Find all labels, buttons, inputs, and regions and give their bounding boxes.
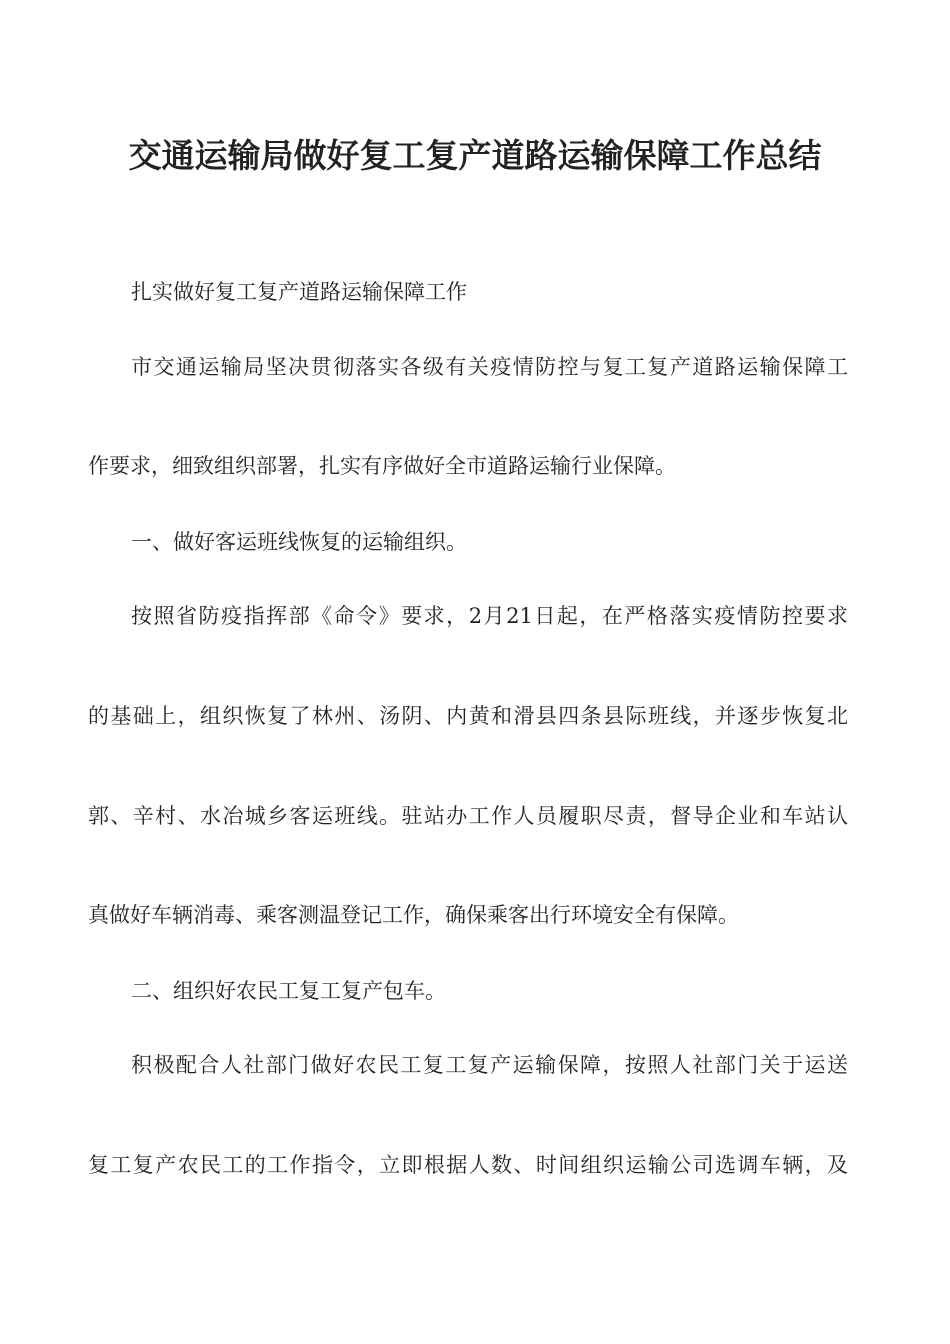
paragraph-line: 按照省防疫指挥部《命令》要求，2月21日起，在严格落实疫情防控要求 <box>131 604 848 628</box>
paragraph-line: 作要求，细致组织部署，扎实有序做好全市道路运输行业保障。 <box>88 454 676 478</box>
paragraph-line: 复工复产农民工的工作指令，立即根据人数、时间组织运输公司选调车辆，及 <box>88 1153 848 1177</box>
section-heading-line: 一、做好客运班线恢复的运输组织。 <box>131 530 467 554</box>
paragraph-line: 市交通运输局坚决贯彻落实各级有关疫情防控与复工复产道路运输保障工 <box>131 355 848 379</box>
paragraph-heading-line: 扎实做好复工复产道路运输保障工作 <box>131 280 467 304</box>
paragraph-line: 的基础上，组织恢复了林州、汤阴、内黄和滑县四条县际班线，并逐步恢复北 <box>88 704 848 728</box>
document-title: 交通运输局做好复工复产道路运输保障工作总结 <box>128 136 822 175</box>
section-heading-line: 二、组织好农民工复工复产包车。 <box>131 979 446 1003</box>
paragraph-line: 积极配合人社部门做好农民工复工复产运输保障，按照人社部门关于运送 <box>131 1053 848 1077</box>
paragraph-line: 真做好车辆消毒、乘客测温登记工作，确保乘客出行环境安全有保障。 <box>88 903 739 927</box>
paragraph-line: 郭、辛村、水冶城乡客运班线。驻站办工作人员履职尽责，督导企业和车站认 <box>88 804 848 828</box>
